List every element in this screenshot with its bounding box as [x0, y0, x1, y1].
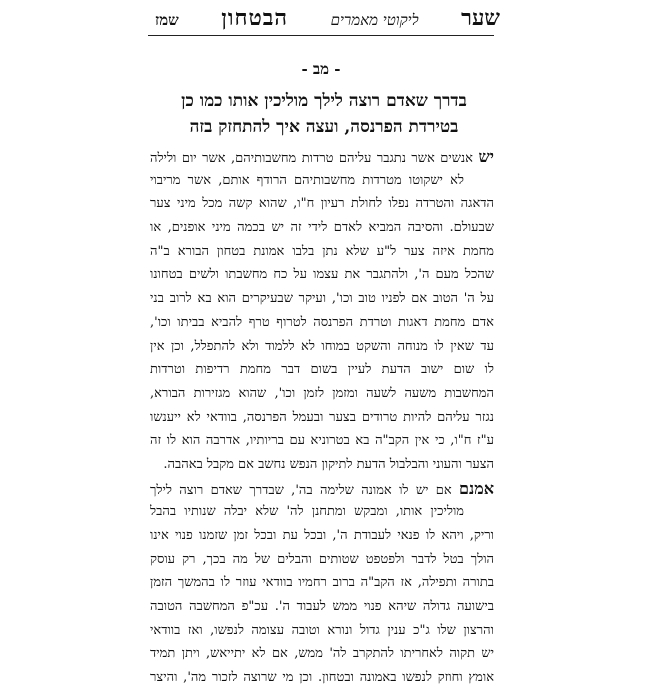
body-line: לא ישקוטו מטרדות מחשבותיהם הרודף אותם, אשר מריבוי [150, 172, 464, 188]
body-line: מחמת איזה צער ל"ע שלא נתן בלבו אמונת בטחון הבורא ב"ה [150, 243, 494, 259]
body-line: בתורה ותפילה, אז הקב"ה ברוב רחמיו בוודאי עוזר לו בהמשך הזמן [150, 575, 494, 591]
body-line: בישועה גדולה שיהא פנוי ממש לעבוד ה'. עכ"פ המחשבה הטובה [150, 599, 494, 615]
body-line: על ה' הטוב אם לפניו טוב וכו', ועיקר שבעיקרים הוא בא לרוב בני [150, 291, 494, 307]
body-line: שהכל מעם ה', ולהתגבר את עצמו על כח מחשבתו ולשים בטחונו [150, 267, 494, 283]
body-line: נגזר עליהם להיות טרודים בצער ובעמל הפרנסה, בוודאי לא ייענשו [150, 409, 494, 425]
body-line: עד שאין לו מנוחה והשקט במוחו לא ללמוד ולא להתפלל, וכן אין [150, 338, 494, 354]
heading-line: בטירדת הפרנסה, ועצה איך להתחזק בזה [189, 117, 459, 137]
body-line: וריק, ויהא לו פנאי לעבודת ה', ובכל עת ובכל זמן שזמנו פנוי אינו [150, 528, 494, 543]
body-line: והרצון שלו ג"כ ענין גדול ונורא וטובה עצומה לנפשו, ואז בוודאי [150, 622, 494, 638]
body-line: הצער והעוני והבלבול הדעת לתיקון הנפש נחשב אם מקבל באהבה. [163, 456, 494, 472]
body-line: המחשבות משעה לשעה ומזמן לזמן וכו', שהוא מגזירות הבורא, [150, 385, 494, 401]
header-gate: שער [461, 5, 500, 31]
chapter-heading [156, 88, 492, 140]
body-line: הולך בטל לדבר ולפטפט שטותים והבלים של מה בכך, רק עוסק [150, 551, 494, 567]
body-line: ע"ז ח"ו, כי אין הקב"ה בא בטרוניא עם בריותיו, אדרבה הוא לו זה [150, 433, 494, 449]
body-line: יש תקוה לאחריתו להתקרב לה' ממש, אם לא יתייאש, ויתן תמיד [150, 646, 494, 662]
body-line: לו שום ישוב הדעת לעיין בשום דבר מחמת רדיפות וטרדות [150, 362, 494, 378]
first-line-text: אנשים אשר נתגבר עליהם טרדות מחשבותיהם, אשר יום ולילה [150, 151, 473, 166]
first-line-text: אם יש לו אמונה שלימה בה', שבדרך שאדם רוצה לילך [150, 482, 452, 498]
body-line: מוליכין אותו, ומבקש ומתחנן לה' שלא יבלה שנותיו בהבל [150, 504, 464, 520]
header-rule [148, 35, 494, 36]
body-text [150, 145, 494, 690]
opening-word: יש [478, 147, 494, 166]
opening-word: אמנם [459, 478, 494, 498]
header-title: הבטחון [221, 5, 289, 31]
running-header [155, 5, 500, 31]
header-subtitle: ליקוטי מאמרים [330, 11, 419, 29]
body-line: שבעולם. והסיבה המביא לאדם לידי זה יש בכמה מיני אופנים, או [150, 220, 494, 236]
body-line [150, 477, 494, 501]
heading-line: בדרך שאדם רוצה לילך מוליכין אותו כמו כן [181, 91, 467, 111]
page-number: שמז [155, 11, 179, 29]
section-number: - מב - [301, 60, 341, 78]
body-line [150, 145, 494, 169]
body-line: אדם מחמת דאגות וטרדת הפרנסה לטרוף טרף להביא בביתו וכו', [150, 314, 494, 330]
body-line: אומץ וחוזק לנפשו באמונה ובטחון. וכן מי שרוצה לזכור מה', והיצר [150, 670, 494, 686]
body-line: הדאגה והטרדה נפלו לחולת רעיון ח"ו, שהוא קשה מכל מיני צער [150, 196, 494, 212]
